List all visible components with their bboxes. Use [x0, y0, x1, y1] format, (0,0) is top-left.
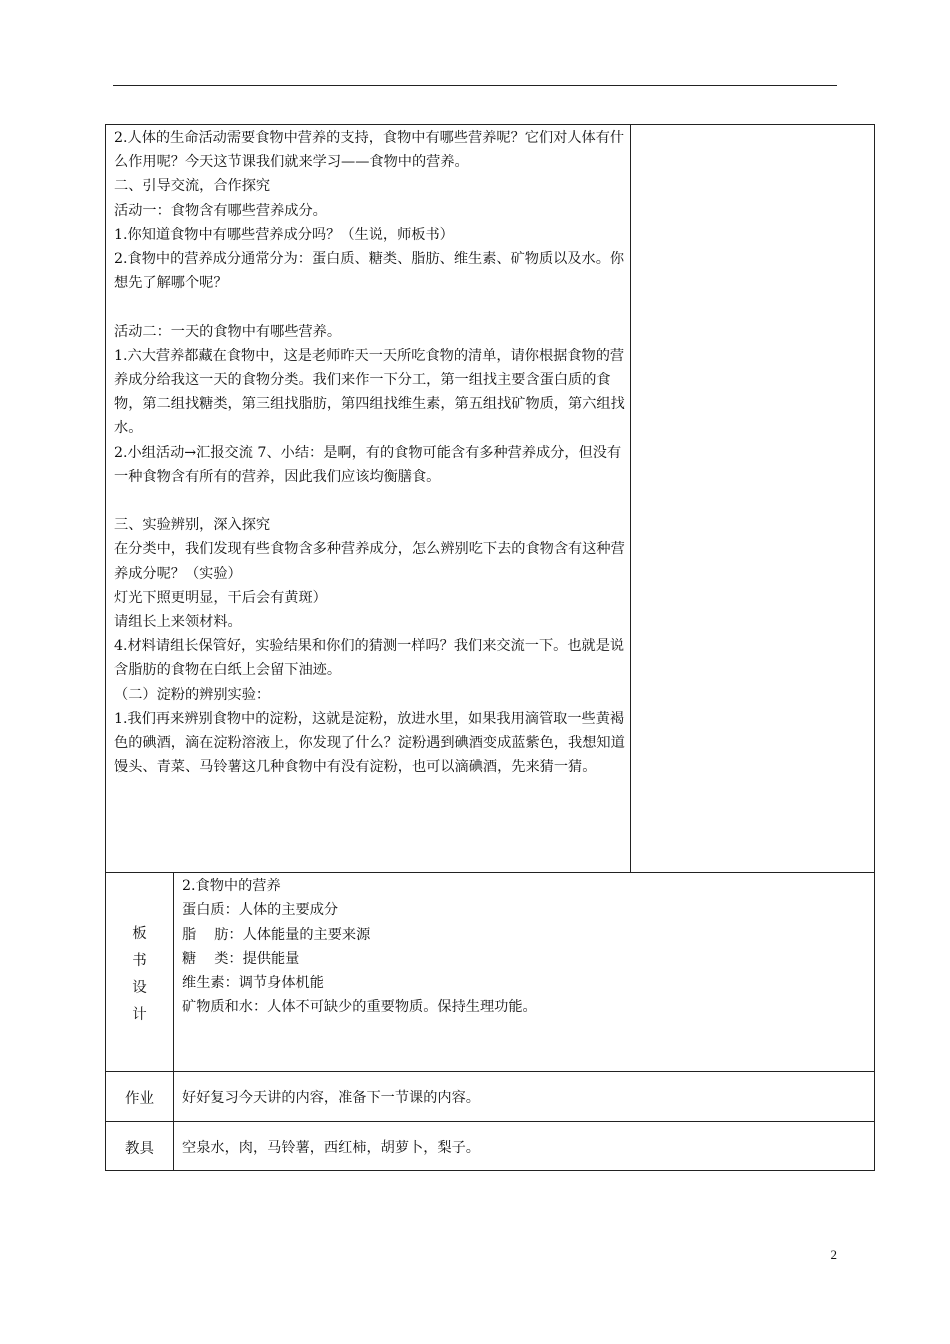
paragraph: 1.你知道食物中有哪些营养成分吗？（生说，师板书）: [114, 226, 454, 243]
board-line: 2.食物中的营养: [182, 878, 281, 894]
paragraph: 请组长上来领材料。: [114, 614, 242, 631]
paragraph: 4.材料请组长保管好，实验结果和你们的猜测一样吗？我们来交流一下。也就是说含脂肪的食物在白纸上会留下油迹。: [114, 638, 625, 679]
tools-row-top: [105, 1121, 875, 1122]
blank-line: [114, 295, 626, 319]
board-row-top: [105, 872, 875, 873]
board-design-label: [106, 921, 173, 1029]
label-char: 板: [132, 926, 147, 942]
paragraph: （二）淀粉的辨别实验：: [114, 686, 271, 703]
paragraph: 在分类中，我们发现有些食物含多种营养成分，怎么辨别吃下去的食物含有这种营养成分呢？（实验）: [114, 541, 625, 582]
board-line: 矿物质和水：人体不可缺少的重要物质。保持生理功能。: [182, 999, 537, 1016]
blank-line: [114, 489, 626, 513]
paragraph: 2.人体的生命活动需要食物中营养的支持，食物中有哪些营养呢？它们对人体有什么作用呢？今天这节课我们就来学习——食物中的营养。: [114, 130, 625, 171]
board-line: 脂 肪：人体能量的主要来源: [182, 926, 371, 943]
homework-label: 作业: [125, 1091, 154, 1107]
label-char: 设: [132, 980, 147, 996]
header-rule: [113, 85, 837, 86]
section-heading: 三、实验辨别，深入探究: [114, 517, 271, 534]
board-line: 糖 类：提供能量: [182, 950, 300, 967]
label-column-divider: [173, 872, 174, 1171]
homework-row-top: [105, 1071, 875, 1072]
paragraph: 2.食物中的营养成分通常分为：蛋白质、糖类、脂肪、维生素、矿物质以及水。你想先了解哪个呢？: [114, 251, 625, 292]
paragraph: 1.六大营养都藏在食物中，这是老师昨天一天所吃食物的清单，请你根据食物的营养成分给我这一天的食物分类。我们来作一下分工，第一组找主要含蛋白质的食物，第二组找糖类，第三组找脂肪，第四组找维生素，第五组找矿物质，第六组找水。: [114, 347, 625, 437]
lesson-content: [114, 126, 626, 779]
board-line: 维生素：调节身体机能: [182, 975, 324, 992]
section-heading: 二、引导交流，合作探究: [114, 178, 271, 195]
paragraph: 1.我们再来辨别食物中的淀粉，这就是淀粉，放进水里，如果我用滴管取一些黄褐色的碘酒，滴在淀粉溶液上，你发现了什么？淀粉遇到碘酒变成蓝紫色，我想知道馒头、青菜、马铃薯这几种食物中有没有淀粉，也可以滴碘酒，先来猜一猜。: [114, 710, 625, 776]
paragraph: 活动一：食物含有哪些营养成分。: [114, 202, 327, 219]
page-number: 2: [830, 1247, 837, 1262]
homework-text: 好好复习今天讲的内容，准备下一节课的内容。: [182, 1090, 480, 1106]
board-design-content: [182, 874, 537, 1020]
content-notes-divider: [630, 124, 631, 873]
board-line: 蛋白质：人体的主要成分: [182, 902, 339, 919]
paragraph: 2.小组活动→汇报交流 7、小结：是啊，有的食物可能含有多种营养成分，但没有一种食物含有所有的营养，因此我们应该均衡膳食。: [114, 444, 622, 485]
label-char: 计: [132, 1007, 147, 1023]
tools-text: 空泉水，肉，马铃薯，西红柿，胡萝卜，梨子。: [182, 1140, 480, 1156]
tools-label: 教具: [125, 1141, 154, 1157]
label-char: 书: [132, 953, 147, 969]
paragraph: 灯光下照更明显，干后会有黄斑）: [114, 589, 327, 606]
paragraph: 活动二：一天的食物中有哪些营养。: [114, 323, 342, 340]
